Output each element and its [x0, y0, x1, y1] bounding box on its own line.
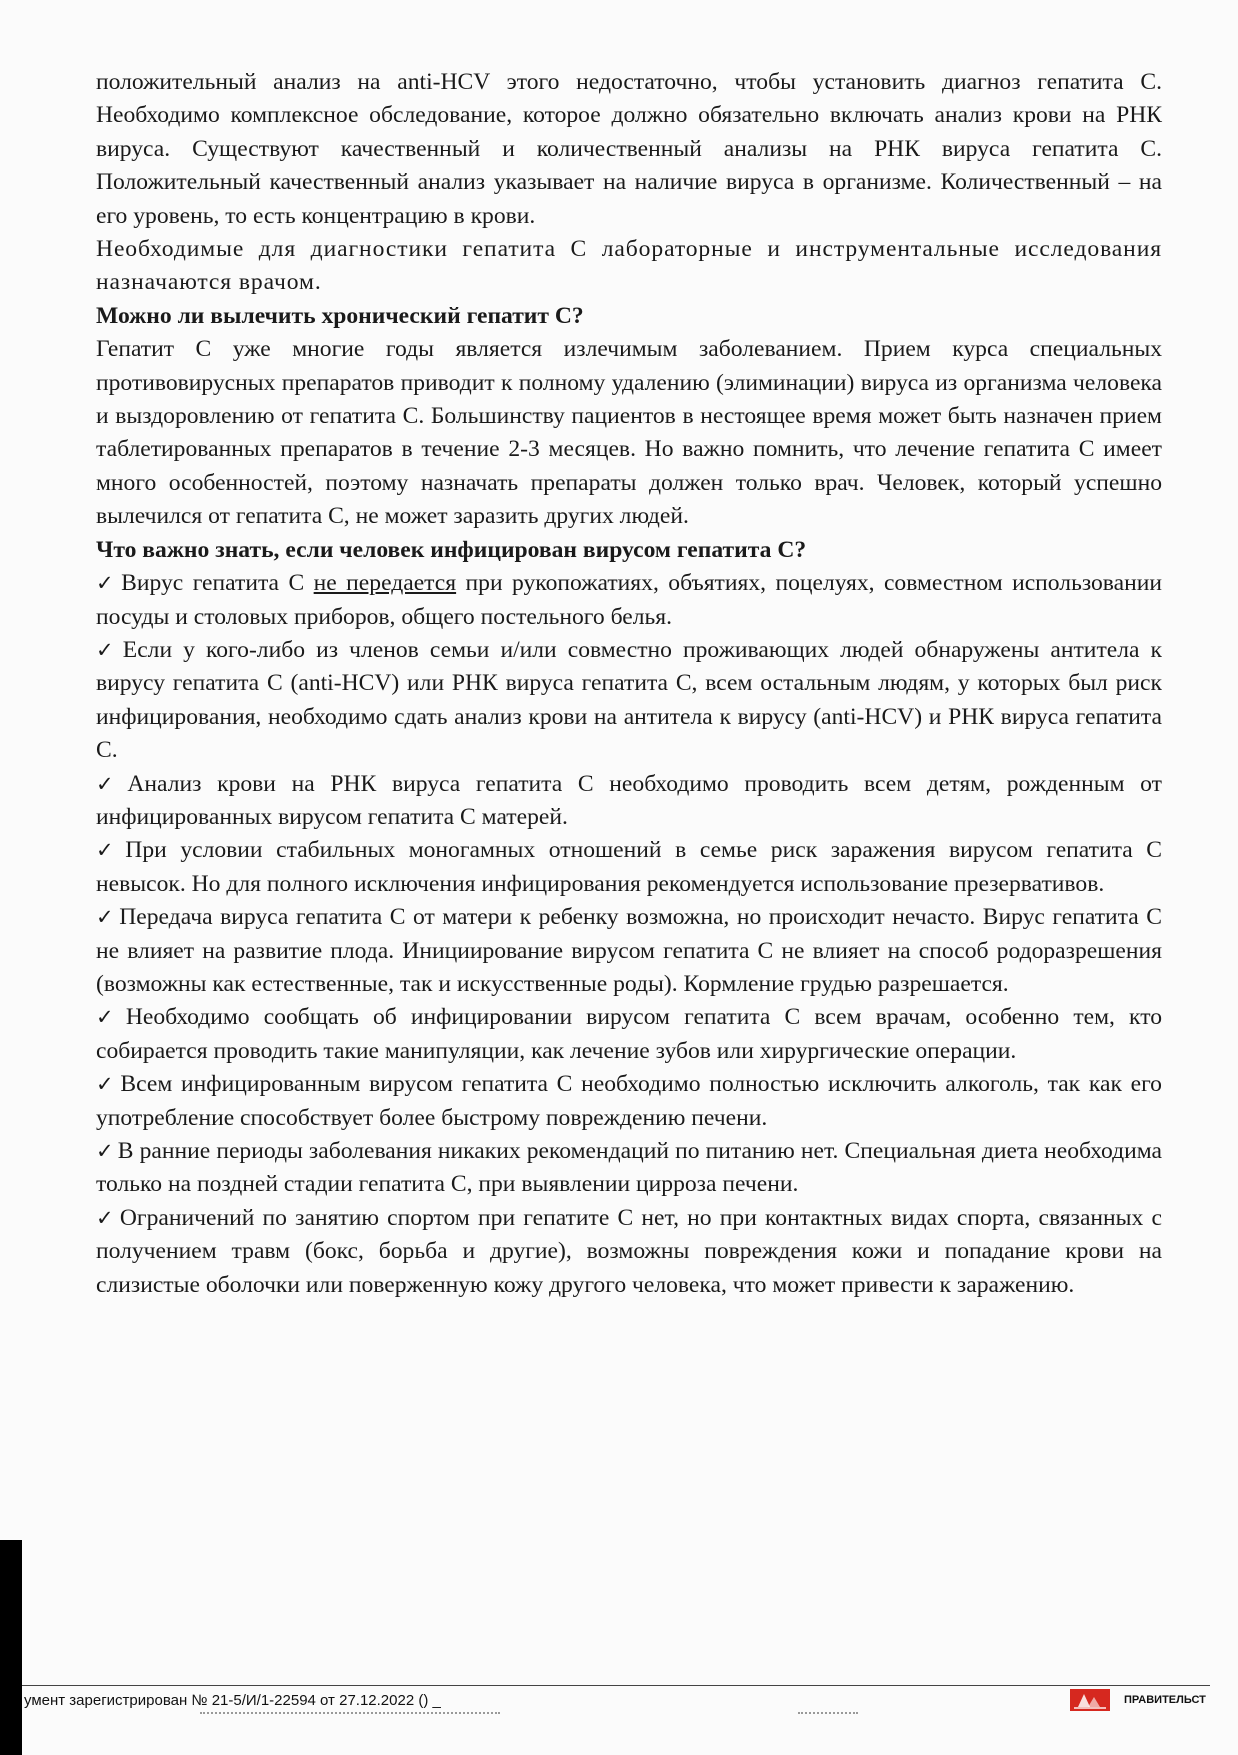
scan-edge-bar: [0, 1540, 22, 1755]
check-icon: ✓: [96, 637, 119, 662]
check-icon: ✓: [96, 1005, 122, 1030]
check-item-text: Всем инфицированным вирусом гепатита С необходимо полностью исключить алкоголь, так как его употребление способствует более быстрому повреждению печени.: [96, 1071, 1162, 1131]
section1-heading: Можно ли вылечить хронический гепатит С?: [96, 302, 584, 329]
check-item-text-after: при рукопожатиях, объятиях, поцелуях, совместном использовании посуды и столовых приборов, общего постельного белья.: [96, 570, 1162, 630]
check-item: [96, 768, 1162, 835]
check-icon: ✓: [96, 771, 124, 796]
section2-heading: Что важно знать, если человек инфицирован вирусом гепатита С?: [96, 536, 807, 563]
check-item: [96, 834, 1162, 901]
check-icon: ✓: [96, 1205, 116, 1230]
check-item: [96, 567, 1162, 634]
check-icon: ✓: [96, 838, 122, 863]
check-item: [96, 1001, 1162, 1068]
check-item-text: Передача вируса гепатита С от матери к ребенку возможна, но происходит нечасто. Вирус гепатита С не влияет на развитие плода. Инициирование вирусом гепатита С не влияет на способ родоразрешения (возможны как естественные, так и искусственные роды). Кормление грудью разрешается.: [96, 904, 1162, 997]
footer-divider: [22, 1685, 1210, 1686]
check-item-underlined: не передается: [313, 570, 457, 597]
check-icon: ✓: [96, 1139, 114, 1163]
document-body: [96, 66, 1162, 1302]
check-item: [96, 1135, 1162, 1202]
section1-text: Гепатит С уже многие годы является излечимым заболеванием. Прием курса специальных противовирусных препаратов приводит к полному удалению (элиминации) вируса из организма человека и выздоровлению от гепатита С. Большинству пациентов в нестоящее время может быть назначен прием таблетированных препаратов в течение 2-3 месяцев. Но важно помнить, что лечение гепатита С имеет много особенностей, поэтому назначать препараты должен только врач. Человек, который успешно вылечился от гепатита С, не может заразить других людей.: [96, 336, 1162, 530]
check-item-text: В ранние периоды заболевания никаких рекомендаций по питанию нет. Специальная диета необходима только на поздней стадии гепатита С, при выявлении цирроза печени.: [96, 1138, 1162, 1198]
intro-paragraph-1: положительный анализ на anti-HCV этого недостаточно, чтобы установить диагноз гепатита С. Необходимо комплексное обследование, которое должно обязательно включать анализ крови на РНК вируса. Существуют качественный и количественный анализы на РНК вируса гепатита С. Положительный качественный анализ указывает на наличие вируса в организме. Количественный – на его уровень, то есть концентрацию в крови.: [96, 69, 1162, 229]
logo-caption: ПРАВИТЕЛЬСТ: [1124, 1694, 1206, 1706]
check-item: [96, 901, 1162, 1001]
check-item: [96, 1202, 1162, 1302]
check-icon: ✓: [96, 571, 118, 596]
check-icon: ✓: [96, 905, 116, 930]
check-item-text: При условии стабильных моногамных отношений в семье риск заражения вирусом гепатита С невысок. Но для полного исключения инфицирования рекомендуется использование презервативов.: [96, 837, 1162, 897]
check-item-text: Анализ крови на РНК вируса гепатита С необходимо проводить всем детям, рожденным от инфицированных вирусом гепатита С матерей.: [96, 770, 1162, 830]
check-item-text-before: Вирус гепатита С: [121, 570, 314, 597]
registration-stamp: умент зарегистрирован № 21-5/И/1-22594 от 27.12.2022 () _: [24, 1692, 441, 1709]
check-item-text: Необходимо сообщать об инфицировании вирусом гепатита С всем врачам, особенно тем, кто собирается проводить такие манипуляции, как лечение зубов или хирургические операции.: [96, 1004, 1162, 1064]
check-item: [96, 634, 1162, 768]
intro-paragraph-2: Необходимые для диагностики гепатита С лабораторные и инструментальные исследования назначаются врачом.: [96, 236, 1162, 296]
government-logo-icon: [1070, 1689, 1110, 1711]
check-item-text: Если у кого-либо из членов семьи и/или совместно проживающих людей обнаружены антитела к вирусу гепатита С (anti-HCV) или РНК вируса гепатита С, всем остальным людям, у которых был риск инфицирования, необходимо сдать анализ крови на антитела к вирусу (anti-HCV) и РНК вируса гепатита С.: [96, 636, 1162, 764]
check-icon: ✓: [96, 1072, 117, 1097]
check-item-text: Ограничений по занятию спортом при гепатите С нет, но при контактных видах спорта, связанных с получением травм (бокс, борьба и другие), возможны повреждения кожи и попадание крови на слизистые оболочки или поверженную кожу другого человека, что может привести к заражению.: [96, 1204, 1162, 1298]
footer-faded-line: [200, 1712, 500, 1720]
footer-faded-dots: [798, 1712, 858, 1720]
check-item: [96, 1068, 1162, 1135]
